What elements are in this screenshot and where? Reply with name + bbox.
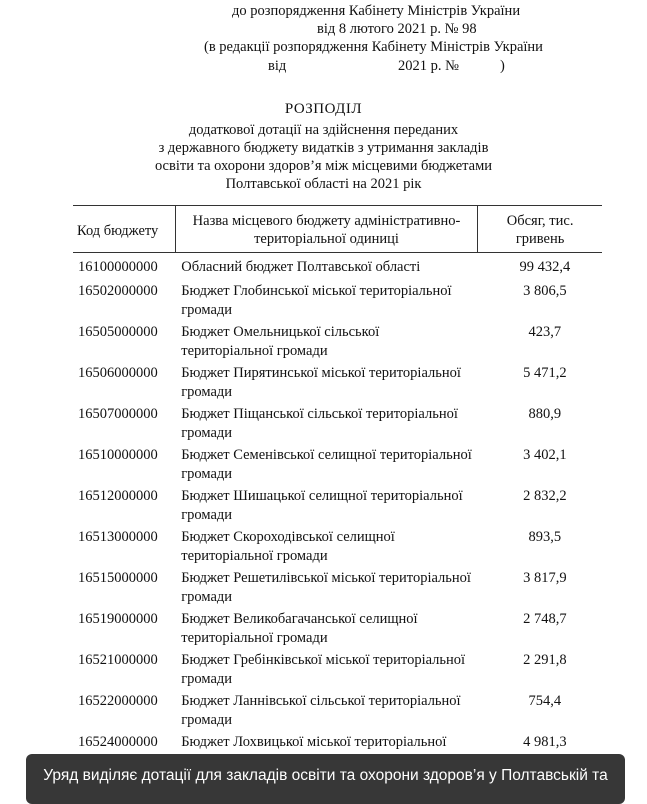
cell-code: 16510000000 [78,446,158,463]
header-line-4-paren: ) [500,58,505,74]
cell-amount: 893,5 [528,528,562,545]
table-row [73,443,602,484]
cell-amount: 754,4 [528,692,562,709]
header-line-3: (в редакції розпорядження Кабінету Міністрів України [204,39,543,55]
table-row [73,279,602,320]
cell-name: Бюджет Лохвицької міської територіальної [181,733,447,750]
cell-name: Бюджет Решетилівської міської територіальної громади [181,569,471,605]
table-row [73,689,602,730]
table-row [73,402,602,443]
table-row [73,253,602,279]
cell-code: 16505000000 [78,323,158,340]
cell-name: Бюджет Семенівської селищної територіальної громади [181,446,472,482]
cell-code: 16521000000 [78,651,158,668]
cell-name: Обласний бюджет Полтавської області [181,259,421,275]
subtitle-line: з державного бюджету видатків з утримання закладів [158,140,489,156]
cell-code: 16506000000 [78,364,158,381]
cell-amount: 5 471,2 [523,364,567,381]
cell-code: 16502000000 [78,282,158,299]
cell-amount: 2 748,7 [523,610,567,627]
header-name: Назва місцевого бюджету адміністративно-територіальної одиниці [175,206,478,253]
cell-amount: 3 806,5 [523,282,567,299]
cell-amount: 3 817,9 [523,569,567,586]
cell-name: Бюджет Омельницької сільської територіальної громади [181,323,380,359]
cell-amount: 99 432,4 [519,259,571,275]
table-row [73,320,602,361]
cell-name: Бюджет Ланнівської сільської територіальної громади [181,692,461,728]
subtitle-line: Полтавської області на 2021 рік [225,176,422,192]
cell-code: 16519000000 [78,610,158,627]
cell-amount: 2 291,8 [523,651,567,668]
cell-code: 16512000000 [78,487,158,504]
header-code: Код бюджету [77,223,159,239]
cell-name: Бюджет Великобагачанської селищної територіальної громади [181,610,418,646]
cell-amount: 2 832,2 [523,487,567,504]
cell-code: 16522000000 [78,692,158,709]
table-row [73,361,602,402]
table-row [73,648,602,689]
cell-code: 16524000000 [78,733,158,750]
cell-code: 16515000000 [78,569,158,586]
cell-name: Бюджет Шишацької селищної територіальної громади [181,487,463,523]
subtitle-line: додаткової дотації на здійснення переданих [188,122,459,138]
table-row [73,484,602,525]
table-row [73,607,602,648]
cell-code: 16507000000 [78,405,158,422]
document-title: РОЗПОДІЛ [284,101,363,117]
cell-amount: 4 981,3 [523,733,567,750]
cell-name: Бюджет Пирятинської міської територіальної громади [181,364,461,400]
document-subtitle [0,121,647,193]
header-amount: Обсяг, тис. гривень [478,206,602,253]
cell-name: Бюджет Піщанської сільської територіальної громади [181,405,458,441]
table-header-row [73,206,602,253]
subtitle-line: освіти та охорони здоров’я між місцевими бюджетами [154,158,493,174]
table-row [73,566,602,607]
header-line-4-right: 2021 р. № [398,58,459,74]
budget-table [73,205,602,771]
cell-amount: 880,9 [528,405,562,422]
cell-name: Бюджет Глобинської міської територіальної громади [181,282,452,318]
cell-code: 16100000000 [78,259,158,275]
cell-name: Бюджет Гребінківської міської територіальної громади [181,651,466,687]
cell-amount: 3 402,1 [523,446,567,463]
header-line-4-left: від [268,58,287,74]
table-row [73,525,602,566]
header-line-2: від 8 лютого 2021 р. № 98 [317,21,477,37]
news-caption: Уряд виділяє дотації для закладів освіти та охорони здоров’я у Полтавській та [26,754,625,804]
cell-name: Бюджет Скороходівської селищної територіальної громади [181,528,395,564]
cell-code: 16513000000 [78,528,158,545]
header-line-1: до розпорядження Кабінету Міністрів України [232,3,521,19]
cell-amount: 423,7 [528,323,562,340]
